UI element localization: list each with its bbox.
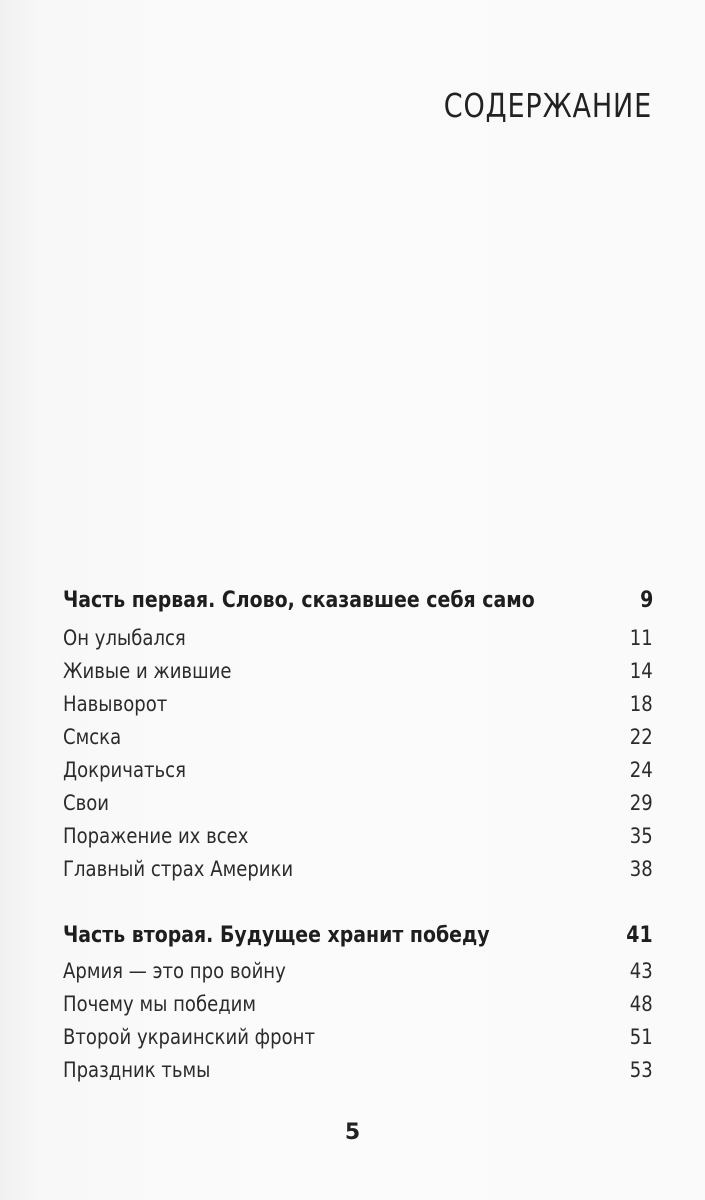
bleed-through-texture: [60, 100, 650, 580]
part-title: Часть первая. Слово, сказавшее себя само: [63, 588, 535, 613]
entry-title: Он улыбался: [63, 626, 186, 650]
entry-title: Армия — это про войну: [63, 959, 286, 983]
toc-entry: [63, 1058, 653, 1082]
toc-entry: [63, 626, 653, 650]
entry-page-number: 11: [630, 626, 653, 650]
part-page-number: 41: [626, 923, 653, 948]
toc-entry: [63, 824, 653, 848]
toc-part-heading: [63, 923, 653, 948]
entry-page-number: 18: [630, 692, 653, 716]
toc-entry: [63, 725, 653, 749]
toc-part-heading: [63, 588, 653, 613]
entry-page-number: 53: [630, 1058, 653, 1082]
entry-page-number: 38: [630, 857, 653, 881]
page-number: 5: [344, 1120, 361, 1145]
entry-page-number: 35: [630, 824, 653, 848]
entry-title: Второй украинский фронт: [63, 1025, 315, 1049]
toc-entry: [63, 1025, 653, 1049]
part-page-number: 9: [639, 588, 653, 613]
toc-entry: [63, 992, 653, 1016]
entry-page-number: 14: [630, 659, 653, 683]
entry-title: Праздник тьмы: [63, 1058, 211, 1082]
toc-entry: [63, 959, 653, 983]
part-title: Часть вторая. Будущее хранит победу: [63, 923, 490, 948]
entry-page-number: 24: [630, 758, 653, 782]
toc-entry: [63, 692, 653, 716]
page-title: СОДЕРЖАНИЕ: [443, 86, 652, 125]
entry-title: Докричаться: [63, 758, 186, 782]
entry-page-number: 48: [630, 992, 653, 1016]
entry-title: Почему мы победим: [63, 992, 257, 1016]
toc-entry: [63, 857, 653, 881]
entry-title: Смска: [63, 725, 122, 749]
toc-entry: [63, 659, 653, 683]
entry-title: Живые и жившие: [63, 659, 232, 683]
entry-title: Главный страх Америки: [63, 857, 294, 881]
entry-title: Поражение их всех: [63, 824, 249, 848]
toc-entry: [63, 758, 653, 782]
entry-title: Свои: [63, 791, 110, 815]
entry-title: Навыворот: [63, 692, 168, 716]
entry-page-number: 29: [630, 791, 653, 815]
entry-page-number: 51: [630, 1025, 653, 1049]
entry-page-number: 43: [630, 959, 653, 983]
toc-entry: [63, 791, 653, 815]
entry-page-number: 22: [630, 725, 653, 749]
